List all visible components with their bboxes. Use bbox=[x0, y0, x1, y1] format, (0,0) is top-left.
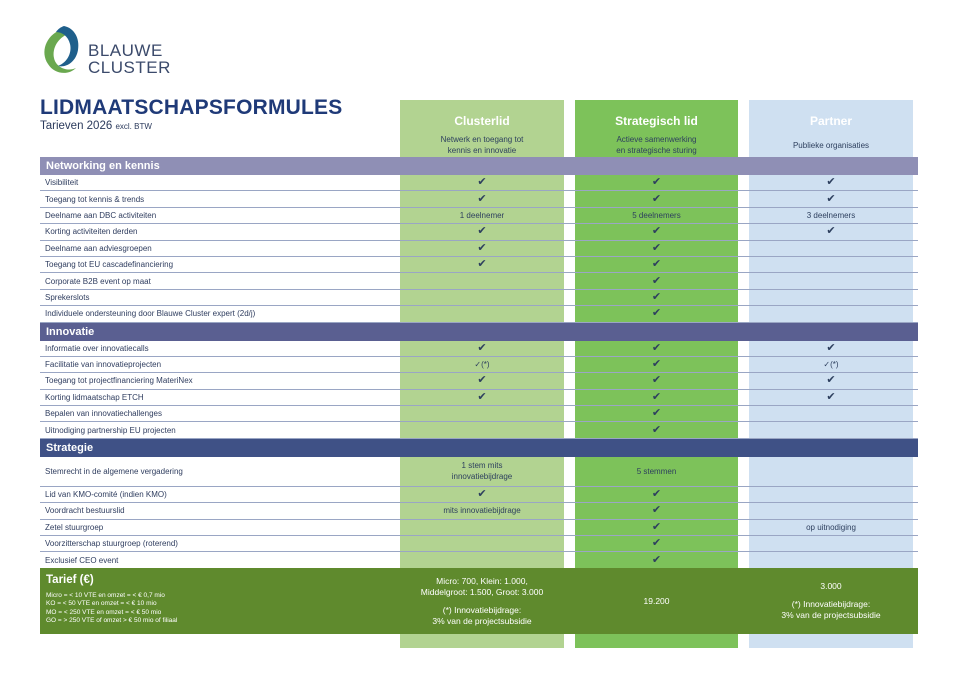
checkmark-icon: ✔ bbox=[651, 290, 662, 303]
cell-value: 1 deelnemer bbox=[459, 210, 505, 220]
row-label: Visibiliteit bbox=[45, 178, 79, 188]
table-row bbox=[40, 208, 918, 224]
cell-value: ✓(*) bbox=[474, 360, 490, 370]
tarief-price-line: 3.000 bbox=[820, 581, 842, 591]
row-label: Exclusief CEO event bbox=[45, 555, 119, 565]
checkmark-icon: ✔ bbox=[651, 488, 662, 501]
checkmark-icon: ✔ bbox=[477, 341, 487, 354]
row-label: Facilitatie van innovatieprojecten bbox=[45, 360, 162, 370]
checkmark-icon: ✔ bbox=[651, 504, 662, 517]
table-row bbox=[40, 503, 918, 519]
cell-value: op uitnodiging bbox=[806, 522, 856, 532]
column-desc-line: Actieve samenwerking bbox=[616, 135, 697, 144]
row-label: Uitnodiging partnership EU projecten bbox=[45, 425, 176, 435]
row-label: Korting lidmaatschap ETCH bbox=[45, 392, 144, 402]
checkmark-icon: ✔ bbox=[826, 341, 836, 354]
checkmark-icon: ✔ bbox=[826, 374, 836, 387]
column-desc-line: Netwerk en toegang tot bbox=[440, 135, 524, 144]
checkmark-icon: ✔ bbox=[826, 225, 836, 238]
checkmark-icon: ✔ bbox=[826, 390, 836, 403]
table-row bbox=[40, 191, 918, 207]
row-label: Zetel stuurgroep bbox=[45, 522, 104, 532]
cell-value bbox=[749, 536, 913, 551]
row-label: Stemrecht in de algemene vergadering bbox=[45, 466, 183, 476]
row-label: Deelname aan DBC activiteiten bbox=[45, 210, 157, 220]
column-description bbox=[575, 134, 738, 156]
checkmark-icon: ✔ bbox=[477, 258, 487, 271]
checkmark-icon: ✔ bbox=[651, 374, 662, 387]
checkmark-icon: ✔ bbox=[651, 423, 662, 436]
tarief-note-line: 3% van de projectsubsidie bbox=[432, 615, 532, 626]
table-row bbox=[40, 390, 918, 406]
tarief-legend-line: GO = > 250 VTE of omzet > € 50 mio of filiaal bbox=[46, 617, 178, 625]
cell-value bbox=[400, 536, 564, 551]
checkmark-icon: ✔ bbox=[651, 225, 662, 238]
cell-value: 5 stemmen bbox=[636, 466, 677, 476]
cell-value bbox=[749, 257, 913, 272]
column-desc-line: en strategische sturing bbox=[616, 146, 697, 155]
cell-value bbox=[749, 487, 913, 502]
checkmark-icon: ✔ bbox=[651, 241, 662, 254]
row-label: Sprekerslots bbox=[45, 292, 90, 302]
subtitle-note: excl. BTW bbox=[115, 122, 152, 131]
checkmark-icon: ✔ bbox=[651, 192, 662, 205]
row-label: Lid van KMO-comité (indien KMO) bbox=[45, 490, 167, 500]
tarief-legend-line: Micro = < 10 VTE en omzet = < € 0,7 mio bbox=[46, 592, 165, 599]
table-row bbox=[40, 241, 918, 257]
table-row bbox=[40, 306, 918, 322]
tarief-note-line: (*) Innovatiebijdrage: bbox=[791, 599, 871, 609]
checkmark-icon: ✔ bbox=[651, 341, 662, 354]
row-label: Voorzitterschap stuurgroep (roterend) bbox=[45, 539, 178, 549]
tarief-legend-line: MO = < 250 VTE en omzet = < € 50 mio bbox=[46, 608, 162, 616]
row-label: Corporate B2B event op maat bbox=[45, 276, 151, 286]
row-label: Informatie over innovatiecalls bbox=[45, 343, 149, 353]
tarief-legend-line: KO = < 50 VTE en omzet = < € 10 mio bbox=[46, 600, 157, 608]
checkmark-icon: ✔ bbox=[477, 374, 487, 387]
table-row bbox=[40, 457, 918, 487]
cell-value bbox=[400, 552, 564, 567]
tarief-title: Tarief (€) bbox=[46, 574, 94, 586]
table-row bbox=[40, 520, 918, 536]
checkmark-icon: ✔ bbox=[651, 176, 662, 189]
row-label: Toegang tot kennis & trends bbox=[45, 194, 145, 204]
checkmark-icon: ✔ bbox=[477, 225, 487, 238]
checkmark-icon: ✔ bbox=[651, 307, 662, 320]
table-row bbox=[40, 341, 918, 357]
table-row bbox=[40, 487, 918, 503]
brand-name-line1: BLAUWE bbox=[88, 41, 163, 60]
cell-value bbox=[749, 241, 913, 256]
column-description bbox=[400, 134, 564, 156]
checkmark-icon: ✔ bbox=[651, 520, 662, 533]
membership-table bbox=[40, 157, 918, 569]
section-header: Networking en kennis bbox=[40, 157, 918, 175]
table-row bbox=[40, 357, 918, 373]
checkmark-icon: ✔ bbox=[651, 274, 662, 287]
table-row bbox=[40, 175, 918, 191]
cell-value: ✓(*) bbox=[823, 360, 839, 370]
brand-name-line2: CLUSTER bbox=[88, 58, 171, 77]
column-description bbox=[749, 140, 913, 151]
tarief-partner bbox=[749, 568, 913, 634]
section-header: Innovatie bbox=[40, 323, 918, 341]
table-row bbox=[40, 224, 918, 240]
table-row bbox=[40, 257, 918, 273]
tarief-strategisch-lid bbox=[575, 568, 738, 634]
table-row bbox=[40, 536, 918, 552]
column-header-partner bbox=[749, 100, 913, 151]
column-header-strategisch-lid bbox=[575, 100, 738, 156]
checkmark-icon: ✔ bbox=[651, 390, 662, 403]
row-label: Korting activiteiten derden bbox=[45, 227, 138, 237]
checkmark-icon: ✔ bbox=[477, 390, 487, 403]
table-row bbox=[40, 552, 918, 568]
cell-value bbox=[749, 273, 913, 288]
column-title: Strategisch lid bbox=[615, 114, 698, 128]
brand-wordmark bbox=[88, 42, 171, 76]
section-header: Strategie bbox=[40, 439, 918, 457]
table-row bbox=[40, 373, 918, 389]
checkmark-icon: ✔ bbox=[477, 241, 487, 254]
cell-value bbox=[749, 552, 913, 567]
checkmark-icon: ✔ bbox=[651, 258, 662, 271]
cell-value: 5 deelnemers bbox=[632, 210, 681, 220]
checkmark-icon: ✔ bbox=[826, 176, 836, 189]
row-label: Bepalen van innovatiechallenges bbox=[45, 409, 162, 419]
column-header-clusterlid bbox=[400, 100, 564, 156]
checkmark-icon: ✔ bbox=[477, 176, 487, 189]
brand-logo bbox=[38, 22, 171, 78]
cell-value: mits innovatiebijdrage bbox=[443, 506, 521, 516]
column-title: Clusterlid bbox=[454, 114, 510, 128]
checkmark-icon: ✔ bbox=[826, 192, 836, 205]
row-label: Deelname aan adviesgroepen bbox=[45, 243, 152, 253]
cell-value bbox=[749, 290, 913, 305]
table-row bbox=[40, 422, 918, 438]
cell-value bbox=[749, 503, 913, 518]
checkmark-icon: ✔ bbox=[477, 192, 487, 205]
cell-value bbox=[749, 406, 913, 421]
tarief-price-line: Middelgroot: 1.500, Groot: 3.000 bbox=[420, 586, 544, 597]
checkmark-icon: ✔ bbox=[477, 488, 487, 501]
tarief-legend bbox=[46, 592, 177, 626]
subtitle-text: Tarieven 2026 bbox=[40, 120, 113, 132]
checkmark-icon: ✔ bbox=[651, 358, 662, 371]
tarief-note-line: 3% van de projectsubsidie bbox=[781, 610, 881, 620]
blauwe-cluster-logo-icon bbox=[38, 22, 82, 78]
cell-value bbox=[749, 422, 913, 437]
checkmark-icon: ✔ bbox=[651, 537, 662, 550]
cell-value bbox=[749, 457, 913, 486]
checkmark-icon: ✔ bbox=[651, 407, 662, 420]
cell-value bbox=[400, 520, 564, 535]
cell-value bbox=[400, 273, 564, 288]
row-label: Toegang tot projectfinanciering MateriNex bbox=[45, 376, 193, 386]
cell-value: 3 deelnemers bbox=[806, 210, 856, 220]
row-label: Individuele ondersteuning door Blauwe Cluster expert (2d/j) bbox=[45, 309, 256, 319]
cell-value bbox=[400, 406, 564, 421]
cell-value bbox=[400, 290, 564, 305]
row-label: Toegang tot EU cascadefinanciering bbox=[45, 260, 174, 270]
table-row bbox=[40, 290, 918, 306]
table-row bbox=[40, 273, 918, 289]
column-title: Partner bbox=[809, 114, 853, 128]
tarief-price-line: 19.200 bbox=[643, 595, 670, 606]
column-desc-line: Publieke organisaties bbox=[792, 141, 870, 150]
tarief-clusterlid bbox=[400, 568, 564, 634]
row-label: Voordracht bestuurslid bbox=[45, 506, 125, 516]
cell-value bbox=[749, 306, 913, 321]
cell-value bbox=[400, 306, 564, 321]
table-row bbox=[40, 406, 918, 422]
page-title: LIDMAATSCHAPSFORMULES bbox=[40, 96, 343, 119]
checkmark-icon: ✔ bbox=[651, 553, 662, 566]
tarief-note-line: (*) Innovatiebijdrage: bbox=[442, 604, 522, 615]
tarief-section bbox=[40, 568, 918, 634]
column-desc-line: kennis en innovatie bbox=[447, 146, 517, 155]
cell-value bbox=[400, 422, 564, 437]
tarief-price-line: Micro: 700, Klein: 1.000, bbox=[436, 575, 528, 586]
page-subtitle bbox=[40, 120, 152, 132]
cell-value: 1 stem mits innovatiebijdrage bbox=[451, 461, 513, 482]
